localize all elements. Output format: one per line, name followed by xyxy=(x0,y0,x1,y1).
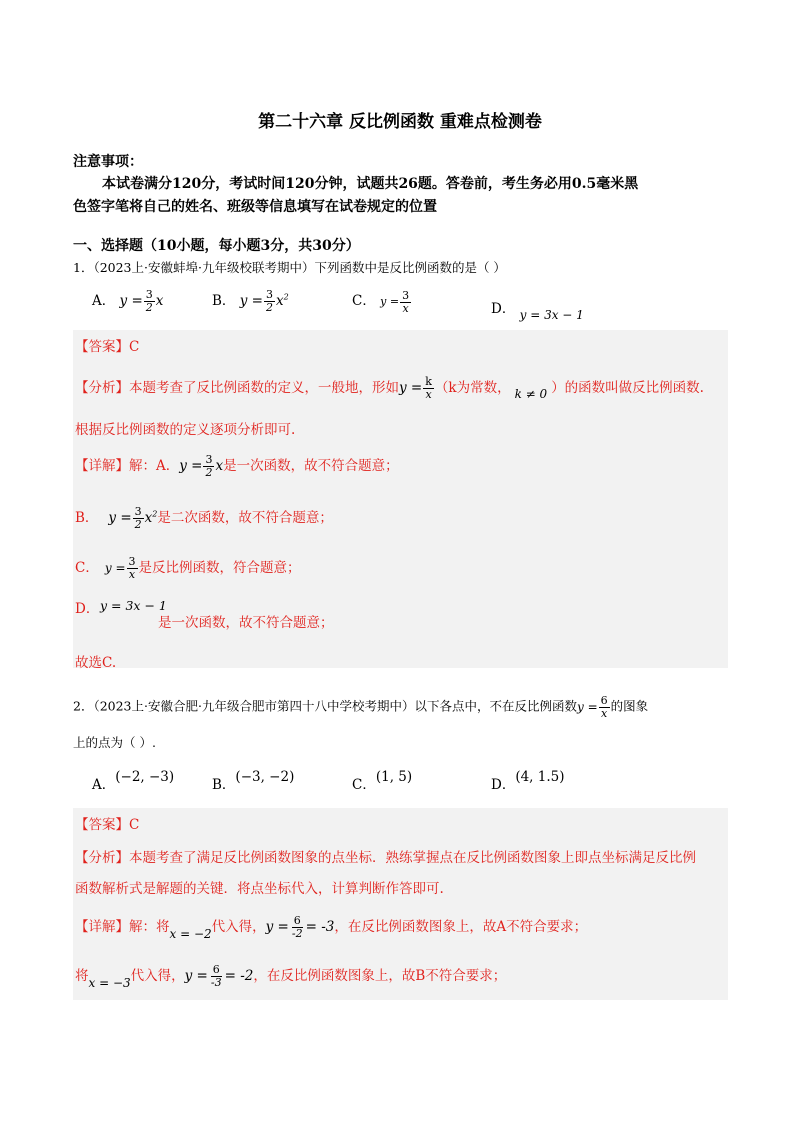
analysis-text-b: （k为常数， xyxy=(434,380,511,396)
option-label: D． xyxy=(491,777,516,793)
detail-c-suffix: 是反比例函数，符合题意； xyxy=(138,560,301,576)
q1-detail-a xyxy=(75,454,399,479)
option-label: B． xyxy=(212,777,236,793)
analysis-text: 本题考查了反比例函数的定义，一般地，形如 xyxy=(129,380,399,396)
notice-line-2: 色签字笔将自己的姓名、班级等信息填写在试卷规定的位置 xyxy=(73,199,437,215)
question-1-stem: 1．（2023上·安徽蚌埠·九年级校联考期中）下列函数中是反比例函数的是（ ） xyxy=(73,260,506,275)
q2-option-a xyxy=(92,765,175,793)
q2-option-b xyxy=(212,765,295,793)
answer-tag: 【答案】 xyxy=(75,817,129,833)
detail-c-expr: y = $\frac{3}{x}$ xyxy=(104,555,136,581)
q2-option-c-value: (1, 5) xyxy=(375,769,413,785)
q1-analysis-line xyxy=(75,376,704,401)
detail-tag: 【详解】 xyxy=(75,458,129,474)
q1-option-b xyxy=(212,289,289,314)
detail-1-x: x = −2 xyxy=(169,927,212,941)
detail-2-mid: 代入得， xyxy=(130,968,185,984)
section-heading: 一、选择题（10小题，每小题3分，共30分） xyxy=(73,238,360,254)
detail-d-suffix: 是一次函数，故不符合题意； xyxy=(158,615,334,631)
question-2-stem-end: 的图象 xyxy=(610,698,649,714)
question-2-formula: y = $\frac{6}{x}$ xyxy=(576,694,608,720)
question-2-stem xyxy=(73,695,648,719)
answer-value: C xyxy=(129,339,140,355)
detail-b-suffix: 是二次函数，故不符合题意； xyxy=(157,510,333,526)
q2-detail-1 xyxy=(75,915,587,940)
detail-a-prefix: 解：A． xyxy=(129,458,180,474)
q2-option-c xyxy=(352,765,413,793)
detail-2-x: x = −3 xyxy=(88,976,131,990)
detail-2-expr: y = $\frac{6}{-3}$ = -2 xyxy=(184,963,254,989)
analysis-tag: 【分析】 xyxy=(75,380,129,396)
detail-1-mid: 代入得， xyxy=(211,919,266,935)
option-label: A． xyxy=(92,777,116,793)
analysis-text-c: ）的函数叫做反比例函数. xyxy=(551,380,704,396)
detail-2-prefix: 将 xyxy=(75,968,89,984)
q1-option-d-expr: y = 3x − 1 xyxy=(519,308,584,322)
detail-tag: 【详解】 xyxy=(75,919,129,935)
option-label: A． xyxy=(92,293,116,309)
q2-analysis-line-2: 函数解析式是解题的关键．将点坐标代入，计算判断作答即可. xyxy=(75,881,444,897)
q2-option-d-value: (4, 1.5) xyxy=(515,769,565,785)
q1-analysis-line-2: 根据反比例函数的定义逐项分析即可. xyxy=(75,422,296,438)
analysis-tag: 【分析】 xyxy=(75,850,129,866)
option-label: B． xyxy=(212,293,236,309)
detail-2-suffix: ，在反比例函数图象上，故B不符合要求； xyxy=(253,968,507,984)
q2-answer-line xyxy=(75,813,139,833)
detail-a-suffix: 是一次函数，故不符合题意； xyxy=(223,458,399,474)
q2-option-b-value: (−3, −2) xyxy=(235,769,295,785)
analysis-formula: y = $\frac{k}{x}$ xyxy=(399,375,432,401)
q1-option-c xyxy=(352,289,412,314)
answer-value: C xyxy=(129,817,140,833)
detail-d-expr: y = 3x − 1 xyxy=(100,598,167,613)
q1-conclusion: 故选C. xyxy=(75,655,117,671)
q1-answer-line xyxy=(75,335,139,355)
q2-detail-2 xyxy=(75,964,506,989)
q1-detail-c xyxy=(75,556,301,581)
question-2-stem-text: 2．（2023上·安徽合肥·九年级合肥市第四十八中学校考期中）以下各点中，不在反比例函数 xyxy=(73,698,577,714)
page-title: 第二十六章 反比例函数 重难点检测卷 xyxy=(258,112,542,132)
notice-line-1: 本试卷满分120分，考试时间120分钟，试题共26题。答卷前，考生务必用0.5毫米黑 xyxy=(102,176,639,192)
notice-heading: 注意事项： xyxy=(73,154,143,170)
detail-b-expr: y = $\frac{3}{2}$ $x^2$ xyxy=(108,505,158,531)
q1-option-b-expr: y = $\frac{3}{2}$ $x^2$ xyxy=(239,288,289,314)
q1-detail-b xyxy=(75,506,333,531)
detail-b-prefix: B． xyxy=(75,510,99,526)
q1-option-c-expr: y = $\frac{3}{x}$ xyxy=(380,288,410,315)
detail-d-prefix: D． xyxy=(75,601,100,617)
q2-option-d xyxy=(491,765,565,793)
analysis-k-condition: k ≠ 0 xyxy=(514,387,548,401)
q1-option-a xyxy=(92,289,163,314)
q1-option-a-expr: y = $\frac{3}{2}$ x xyxy=(119,288,164,314)
detail-1-suffix: ，在反比例函数图象上，故A不符合要求； xyxy=(334,919,588,935)
question-2-stem-line-2: 上的点为（ ）. xyxy=(73,735,156,750)
detail-1-prefix: 解：将 xyxy=(129,919,170,935)
q2-option-a-value: (−2, −3) xyxy=(115,769,175,785)
detail-a-expr: y = $\frac{3}{2}$ x xyxy=(179,453,224,479)
q2-analysis-line xyxy=(75,846,696,866)
q1-detail-d xyxy=(75,597,99,617)
detail-1-expr: y = $\frac{6}{-2}$ = -3 xyxy=(265,914,335,940)
analysis-text: 本题考查了满足反比例函数图象的点坐标．熟练掌握点在反比例函数图象上即点坐标满足反比例 xyxy=(129,850,696,866)
option-label: D． xyxy=(491,301,516,317)
detail-c-prefix: C． xyxy=(75,560,99,576)
q1-option-d xyxy=(491,297,584,322)
option-label: C． xyxy=(352,777,376,793)
answer-tag: 【答案】 xyxy=(75,339,129,355)
option-label: C． xyxy=(352,293,376,309)
